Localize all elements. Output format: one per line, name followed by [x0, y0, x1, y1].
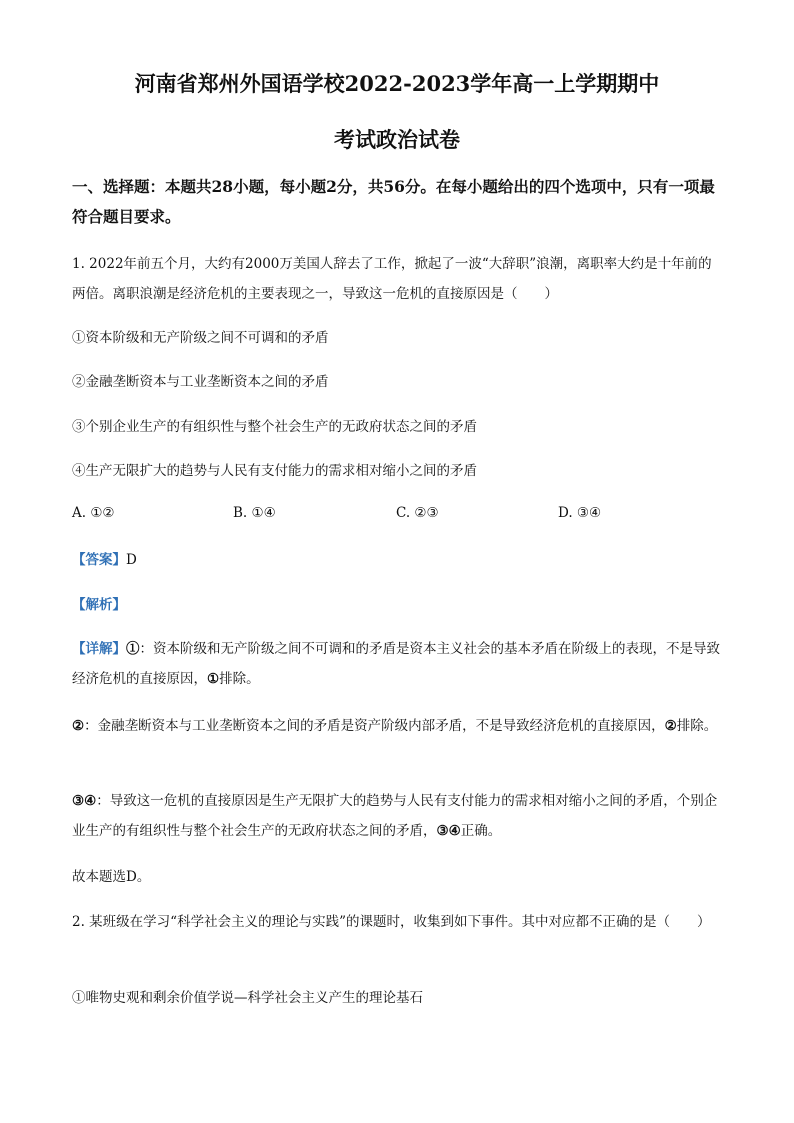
question-1-stem: 1. 2022年前五个月，大约有2000万美国人辞去了工作，掀起了一波“大辞职”浪潮，离职率大约是十年前的两倍。离职浪潮是经济危机的主要表现之一，导致这一危机的直接原因是（ ） — [72, 256, 712, 302]
question-1-option-b: B. ①④ — [233, 505, 276, 521]
question-1-item-3: ③个别企业生产的有组织性与整个社会生产的无政府状态之间的矛盾 — [72, 419, 477, 435]
detail-3-end: 正确。 — [460, 823, 502, 839]
question-1-option-c: C. ②③ — [396, 505, 439, 521]
question-2-item-1: ①唯物史观和剩余价值学说—科学社会主义产生的理论基石 — [72, 990, 423, 1006]
question-1-item-2: ②金融垄断资本与工业垄断资本之间的矛盾 — [72, 374, 329, 390]
detail-3-end-marker: ③④ — [436, 823, 461, 839]
answer-label: 【答案】 — [72, 552, 126, 568]
detail-3-marker: ③④ — [72, 793, 97, 809]
section-heading: 一、选择题：本题共28小题，每小题2分，共56分。在每小题给出的四个选项中，只有一项最符合题目要求。 — [72, 177, 715, 226]
question-1-item-4: ④生产无限扩大的趋势与人民有支付能力的需求相对缩小之间的矛盾 — [72, 463, 477, 479]
detail-1-marker: ① — [126, 641, 140, 657]
exam-title-line2: 考试政治试卷 — [334, 127, 460, 152]
detail-1-end: 排除。 — [219, 671, 260, 687]
detail-label: 【详解】 — [72, 641, 126, 657]
detail-1-end-marker: ① — [207, 671, 220, 687]
detail-2-end-marker: ② — [664, 718, 677, 734]
question-1-analysis — [72, 590, 724, 620]
question-1-detail-1 — [72, 634, 724, 694]
question-1-item-1: ①资本阶级和无产阶级之间不可调和的矛盾 — [72, 330, 329, 346]
answer-value: D — [126, 552, 137, 568]
question-1-detail-3 — [72, 786, 724, 846]
detail-3-text: ：导致这一危机的直接原因是生产无限扩大的趋势与人民有支付能力的需求相对缩小之间的矛盾，个别企业生产的有组织性与整个社会生产的无政府状态之间的矛盾， — [72, 793, 718, 839]
question-1-option-a: A. ①② — [72, 505, 115, 521]
detail-2-text: ：金融垄断资本与工业垄断资本之间的矛盾是资产阶级内部矛盾，不是导致经济危机的直接原因， — [84, 718, 665, 734]
analysis-label: 【解析】 — [72, 597, 126, 613]
exam-title-line1: 河南省郑州外国语学校2022-2023学年高一上学期期中 — [134, 71, 660, 96]
question-1-detail-2 — [72, 711, 724, 741]
detail-1-text: ：资本阶级和无产阶级之间不可调和的矛盾是资本主义社会的基本矛盾在阶级上的表现，不是导致经济危机的直接原因， — [72, 641, 720, 687]
question-2-stem: 2. 某班级在学习“科学社会主义的理论与实践”的课题时，收集到如下事件。其中对应都不正确的是（ ） — [72, 914, 711, 930]
detail-2-end: 排除。 — [676, 718, 718, 734]
detail-2-marker: ② — [72, 718, 85, 734]
question-1-option-d: D. ③④ — [558, 505, 602, 521]
question-1-conclusion: 故本题选D。 — [72, 869, 151, 885]
question-1-answer — [72, 545, 724, 575]
